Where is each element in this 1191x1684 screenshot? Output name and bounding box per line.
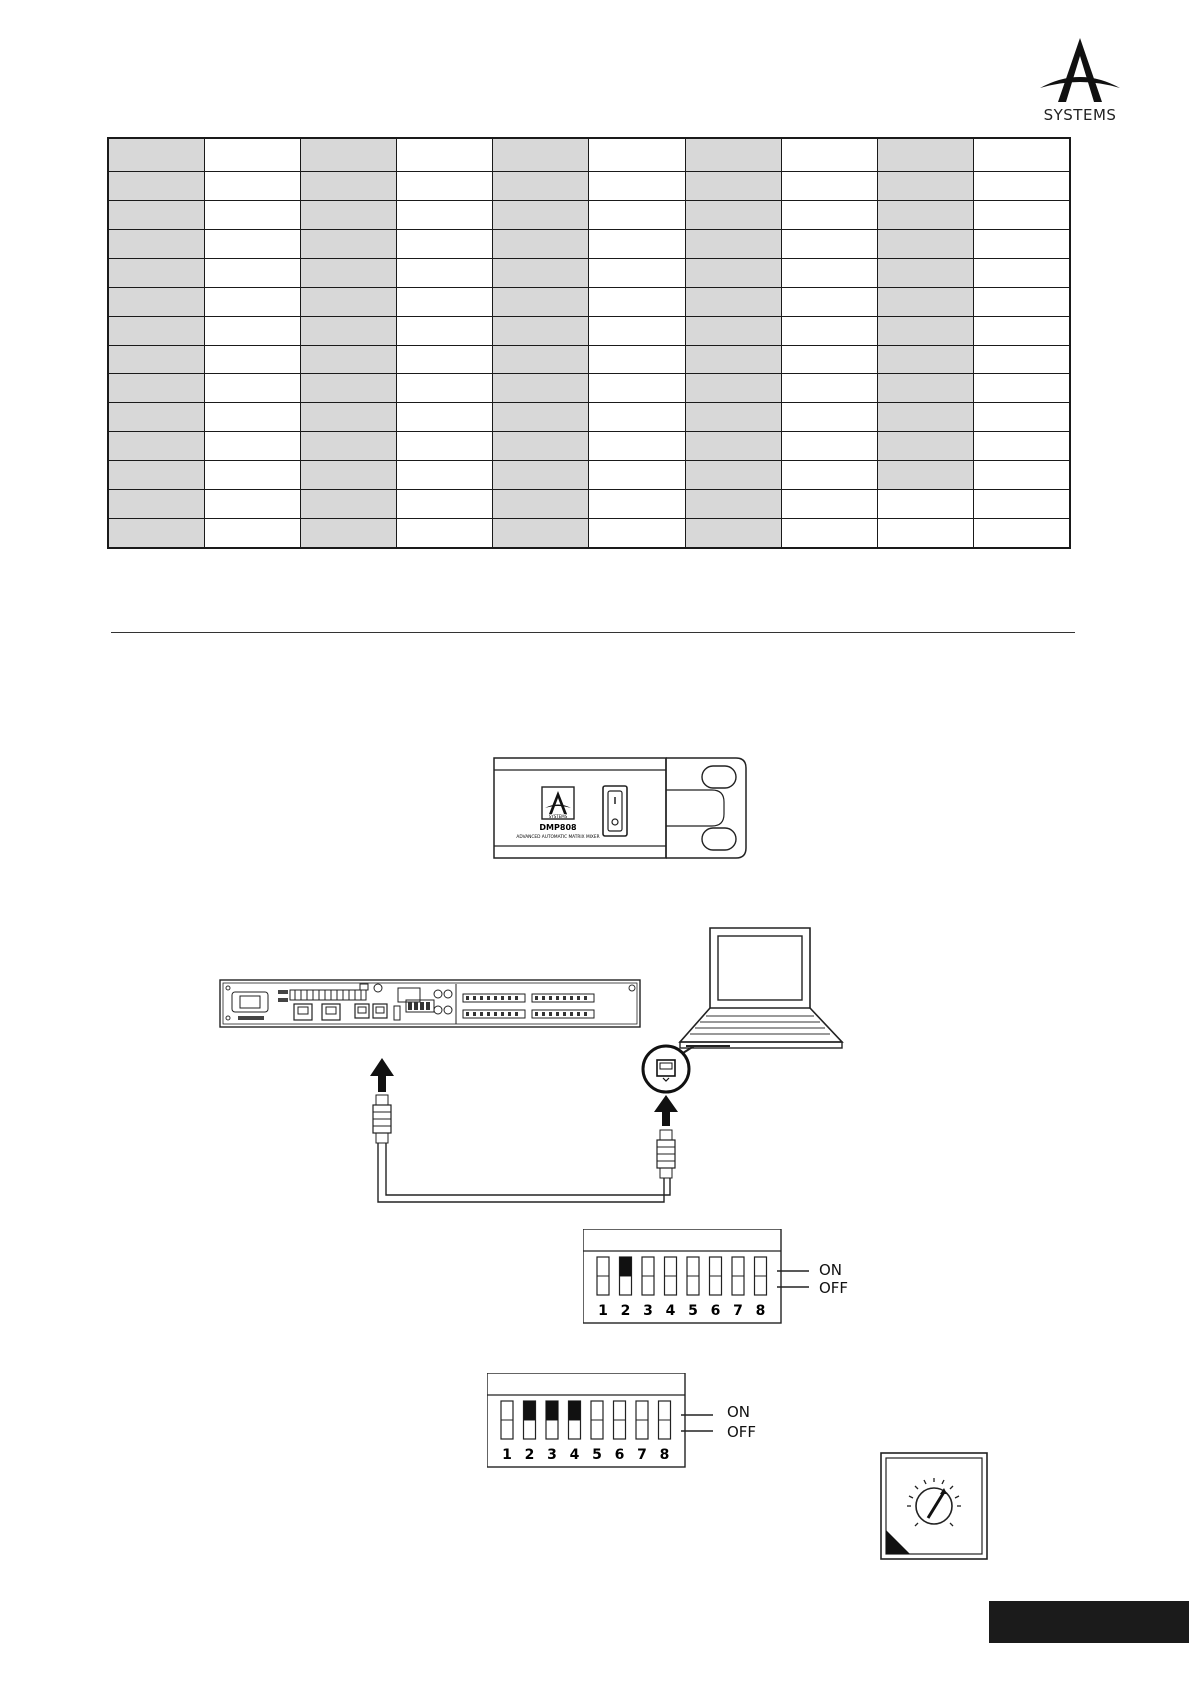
- table-cell: [685, 403, 781, 432]
- table-cell: [685, 229, 781, 258]
- table-cell: [493, 374, 589, 403]
- dip1-on-label: ON: [819, 1261, 843, 1279]
- table-cell: [974, 200, 1070, 229]
- systems-logo-icon: [1038, 36, 1122, 108]
- table-row: [108, 172, 1070, 201]
- dip-switch-8: [659, 1401, 671, 1463]
- dip-switch-number: 1: [598, 1303, 608, 1319]
- table-cell: [589, 258, 685, 287]
- table-cell: [781, 432, 877, 461]
- table-cell: [204, 345, 300, 374]
- table-cell: [397, 258, 493, 287]
- table-cell: [589, 518, 685, 548]
- table-cell: [493, 432, 589, 461]
- device-subtitle: ADVANCED AUTOMATIC MATRIX MIXER: [516, 835, 600, 840]
- table-cell: [685, 345, 781, 374]
- table-cell: [493, 461, 589, 490]
- table-cell: [397, 229, 493, 258]
- table-cell: [493, 200, 589, 229]
- rear-panel: [220, 980, 640, 1027]
- table-cell: [974, 518, 1070, 548]
- table-row: [108, 490, 1070, 519]
- table-cell: [300, 138, 396, 172]
- table-cell: [781, 287, 877, 316]
- section-divider: [111, 632, 1075, 633]
- dip-switch-number: 7: [637, 1447, 647, 1463]
- table-cell: [974, 316, 1070, 345]
- table-row: [108, 287, 1070, 316]
- table-cell: [878, 316, 974, 345]
- table-cell: [589, 287, 685, 316]
- dip-switch-8: [755, 1257, 767, 1319]
- table-cell: [493, 316, 589, 345]
- laptop-icon: [680, 928, 842, 1048]
- table-cell: [974, 172, 1070, 201]
- table-cell: [878, 258, 974, 287]
- table-cell: [204, 374, 300, 403]
- dip-switch-number: 5: [688, 1303, 698, 1319]
- dip-switch-number: 8: [755, 1303, 766, 1319]
- table-cell: [108, 287, 204, 316]
- table-cell: [108, 200, 204, 229]
- arrow-up-icon: [654, 1095, 678, 1126]
- table-cell: [685, 258, 781, 287]
- table-cell: [300, 345, 396, 374]
- table-cell: [878, 432, 974, 461]
- dip-switch-5: [591, 1401, 603, 1463]
- table-cell: [204, 229, 300, 258]
- table-cell: [397, 403, 493, 432]
- table-cell: [108, 172, 204, 201]
- table-cell: [204, 316, 300, 345]
- arrow-up-icon: [370, 1058, 394, 1092]
- dip-switch-number: 7: [733, 1303, 743, 1319]
- dip2-on-label: ON: [727, 1403, 751, 1421]
- table-cell: [781, 138, 877, 172]
- table-cell: [589, 490, 685, 519]
- table-cell: [493, 287, 589, 316]
- connection-diagram: [210, 918, 860, 1223]
- panel-logo-text: SYSTEMS: [548, 814, 568, 819]
- data-table: [107, 137, 1071, 549]
- dip-switch-2: [620, 1257, 632, 1319]
- table-cell: [108, 316, 204, 345]
- dip-switch-number: 3: [547, 1447, 557, 1463]
- table-cell: [204, 518, 300, 548]
- table-cell: [493, 138, 589, 172]
- table-row: [108, 345, 1070, 374]
- table-cell: [397, 490, 493, 519]
- dip-switch-3: [546, 1401, 558, 1463]
- dip-switch-4: [665, 1257, 677, 1319]
- table-cell: [781, 316, 877, 345]
- table-cell: [108, 518, 204, 548]
- page-tab: [989, 1601, 1189, 1643]
- table-cell: [300, 200, 396, 229]
- table-cell: [685, 374, 781, 403]
- table-cell: [974, 461, 1070, 490]
- table-cell: [685, 172, 781, 201]
- table-cell: [204, 138, 300, 172]
- table-row: [108, 403, 1070, 432]
- table-cell: [781, 403, 877, 432]
- dip-switch-number: 8: [659, 1447, 670, 1463]
- table-cell: [974, 432, 1070, 461]
- table-cell: [108, 345, 204, 374]
- table-cell: [878, 287, 974, 316]
- table-cell: [974, 258, 1070, 287]
- dip-switch-number: 4: [665, 1303, 676, 1319]
- table-cell: [300, 229, 396, 258]
- table-cell: [878, 200, 974, 229]
- table-cell: [878, 374, 974, 403]
- table-cell: [300, 461, 396, 490]
- table-cell: [781, 229, 877, 258]
- table-cell: [397, 374, 493, 403]
- table-cell: [974, 490, 1070, 519]
- table-cell: [878, 345, 974, 374]
- table-cell: [108, 229, 204, 258]
- table-cell: [589, 461, 685, 490]
- gain-knob-icon: [880, 1452, 988, 1560]
- table-cell: [974, 345, 1070, 374]
- table-cell: [589, 374, 685, 403]
- table-cell: [300, 518, 396, 548]
- table-cell: [878, 172, 974, 201]
- table-cell: [493, 490, 589, 519]
- dip-switch-2: [524, 1401, 536, 1463]
- table-cell: [300, 316, 396, 345]
- dip-switch-1: [597, 1257, 609, 1319]
- dip1-off-label: OFF: [819, 1279, 849, 1297]
- table-cell: [204, 432, 300, 461]
- table-cell: [781, 200, 877, 229]
- table-cell: [300, 432, 396, 461]
- table-row: [108, 229, 1070, 258]
- dip2-off-label: OFF: [727, 1423, 757, 1441]
- table-cell: [300, 490, 396, 519]
- table-cell: [108, 374, 204, 403]
- table-cell: [397, 172, 493, 201]
- table-cell: [589, 138, 685, 172]
- table-cell: [493, 229, 589, 258]
- table-cell: [781, 258, 877, 287]
- table-row: [108, 200, 1070, 229]
- table-cell: [974, 138, 1070, 172]
- dip-switch-3: [642, 1257, 654, 1319]
- table-cell: [108, 403, 204, 432]
- table-cell: [685, 461, 781, 490]
- ethernet-plug-icon: [657, 1130, 675, 1178]
- dip-switch-number: 1: [502, 1447, 512, 1463]
- table-cell: [589, 229, 685, 258]
- table-cell: [685, 287, 781, 316]
- table-cell: [493, 518, 589, 548]
- dip-switch-7: [732, 1257, 744, 1319]
- table-cell: [878, 229, 974, 258]
- table-cell: [204, 490, 300, 519]
- dip-switch-6: [614, 1401, 626, 1463]
- table-cell: [878, 403, 974, 432]
- table-cell: [493, 258, 589, 287]
- table-cell: [397, 316, 493, 345]
- dip-switch-block-2: [487, 1373, 767, 1478]
- table-cell: [300, 287, 396, 316]
- table-cell: [300, 403, 396, 432]
- systems-logo: [1038, 36, 1122, 126]
- table-cell: [589, 316, 685, 345]
- table-cell: [878, 461, 974, 490]
- table-cell: [685, 432, 781, 461]
- panel-logo-icon: [545, 791, 571, 814]
- dip-switch-number: 4: [569, 1447, 580, 1463]
- table-cell: [589, 200, 685, 229]
- table-cell: [974, 403, 1070, 432]
- dip-switch-7: [636, 1401, 648, 1463]
- table-cell: [108, 138, 204, 172]
- dip-switch-6: [710, 1257, 722, 1319]
- table-cell: [781, 345, 877, 374]
- table-cell: [685, 518, 781, 548]
- dip-switch-number: 2: [620, 1303, 631, 1319]
- gain-knob-box: [880, 1452, 988, 1560]
- ethernet-plug-icon: [373, 1095, 391, 1143]
- table-cell: [589, 345, 685, 374]
- table-row: [108, 258, 1070, 287]
- table-row: [108, 518, 1070, 548]
- table-cell: [974, 229, 1070, 258]
- dip-switch-5: [687, 1257, 699, 1319]
- table-cell: [685, 316, 781, 345]
- table-cell: [108, 461, 204, 490]
- table-row: [108, 432, 1070, 461]
- table-cell: [781, 490, 877, 519]
- table-cell: [589, 403, 685, 432]
- table-cell: [878, 490, 974, 519]
- table-cell: [974, 287, 1070, 316]
- table-cell: [589, 432, 685, 461]
- table-cell: [204, 461, 300, 490]
- table-cell: [493, 403, 589, 432]
- table-cell: [974, 374, 1070, 403]
- table-cell: [204, 403, 300, 432]
- table-cell: [685, 200, 781, 229]
- dip-switch-block-1: [583, 1229, 863, 1334]
- table-cell: [589, 172, 685, 201]
- table-cell: [685, 138, 781, 172]
- table-cell: [781, 374, 877, 403]
- table-cell: [397, 461, 493, 490]
- dip-switch-number: 5: [592, 1447, 602, 1463]
- table-cell: [781, 518, 877, 548]
- table-row: [108, 138, 1070, 172]
- dip-switch-number: 3: [643, 1303, 653, 1319]
- table-cell: [108, 258, 204, 287]
- dip-switch-4: [569, 1401, 581, 1463]
- table-cell: [300, 172, 396, 201]
- table-cell: [204, 287, 300, 316]
- dip-switch-1: [501, 1401, 513, 1463]
- table-cell: [781, 461, 877, 490]
- dip-switch-number: 2: [524, 1447, 535, 1463]
- table-cell: [397, 138, 493, 172]
- table-cell: [204, 200, 300, 229]
- table-cell: [878, 518, 974, 548]
- table-cell: [397, 200, 493, 229]
- front-panel-diagram: [490, 752, 760, 869]
- table-cell: [397, 432, 493, 461]
- table-cell: [685, 490, 781, 519]
- table-cell: [397, 518, 493, 548]
- table-row: [108, 316, 1070, 345]
- table-row: [108, 374, 1070, 403]
- table-row: [108, 461, 1070, 490]
- table-cell: [493, 345, 589, 374]
- table-cell: [493, 172, 589, 201]
- table-cell: [108, 490, 204, 519]
- table-cell: [397, 345, 493, 374]
- device-model: DMP808: [539, 823, 577, 832]
- table-cell: [300, 374, 396, 403]
- table-cell: [300, 258, 396, 287]
- table-cell: [397, 287, 493, 316]
- logo-text: SYSTEMS: [1043, 106, 1117, 124]
- table-cell: [878, 138, 974, 172]
- table-cell: [108, 432, 204, 461]
- table-cell: [781, 172, 877, 201]
- table-cell: [204, 172, 300, 201]
- dip-switch-number: 6: [614, 1447, 625, 1463]
- table-cell: [204, 258, 300, 287]
- dip-switch-number: 6: [710, 1303, 721, 1319]
